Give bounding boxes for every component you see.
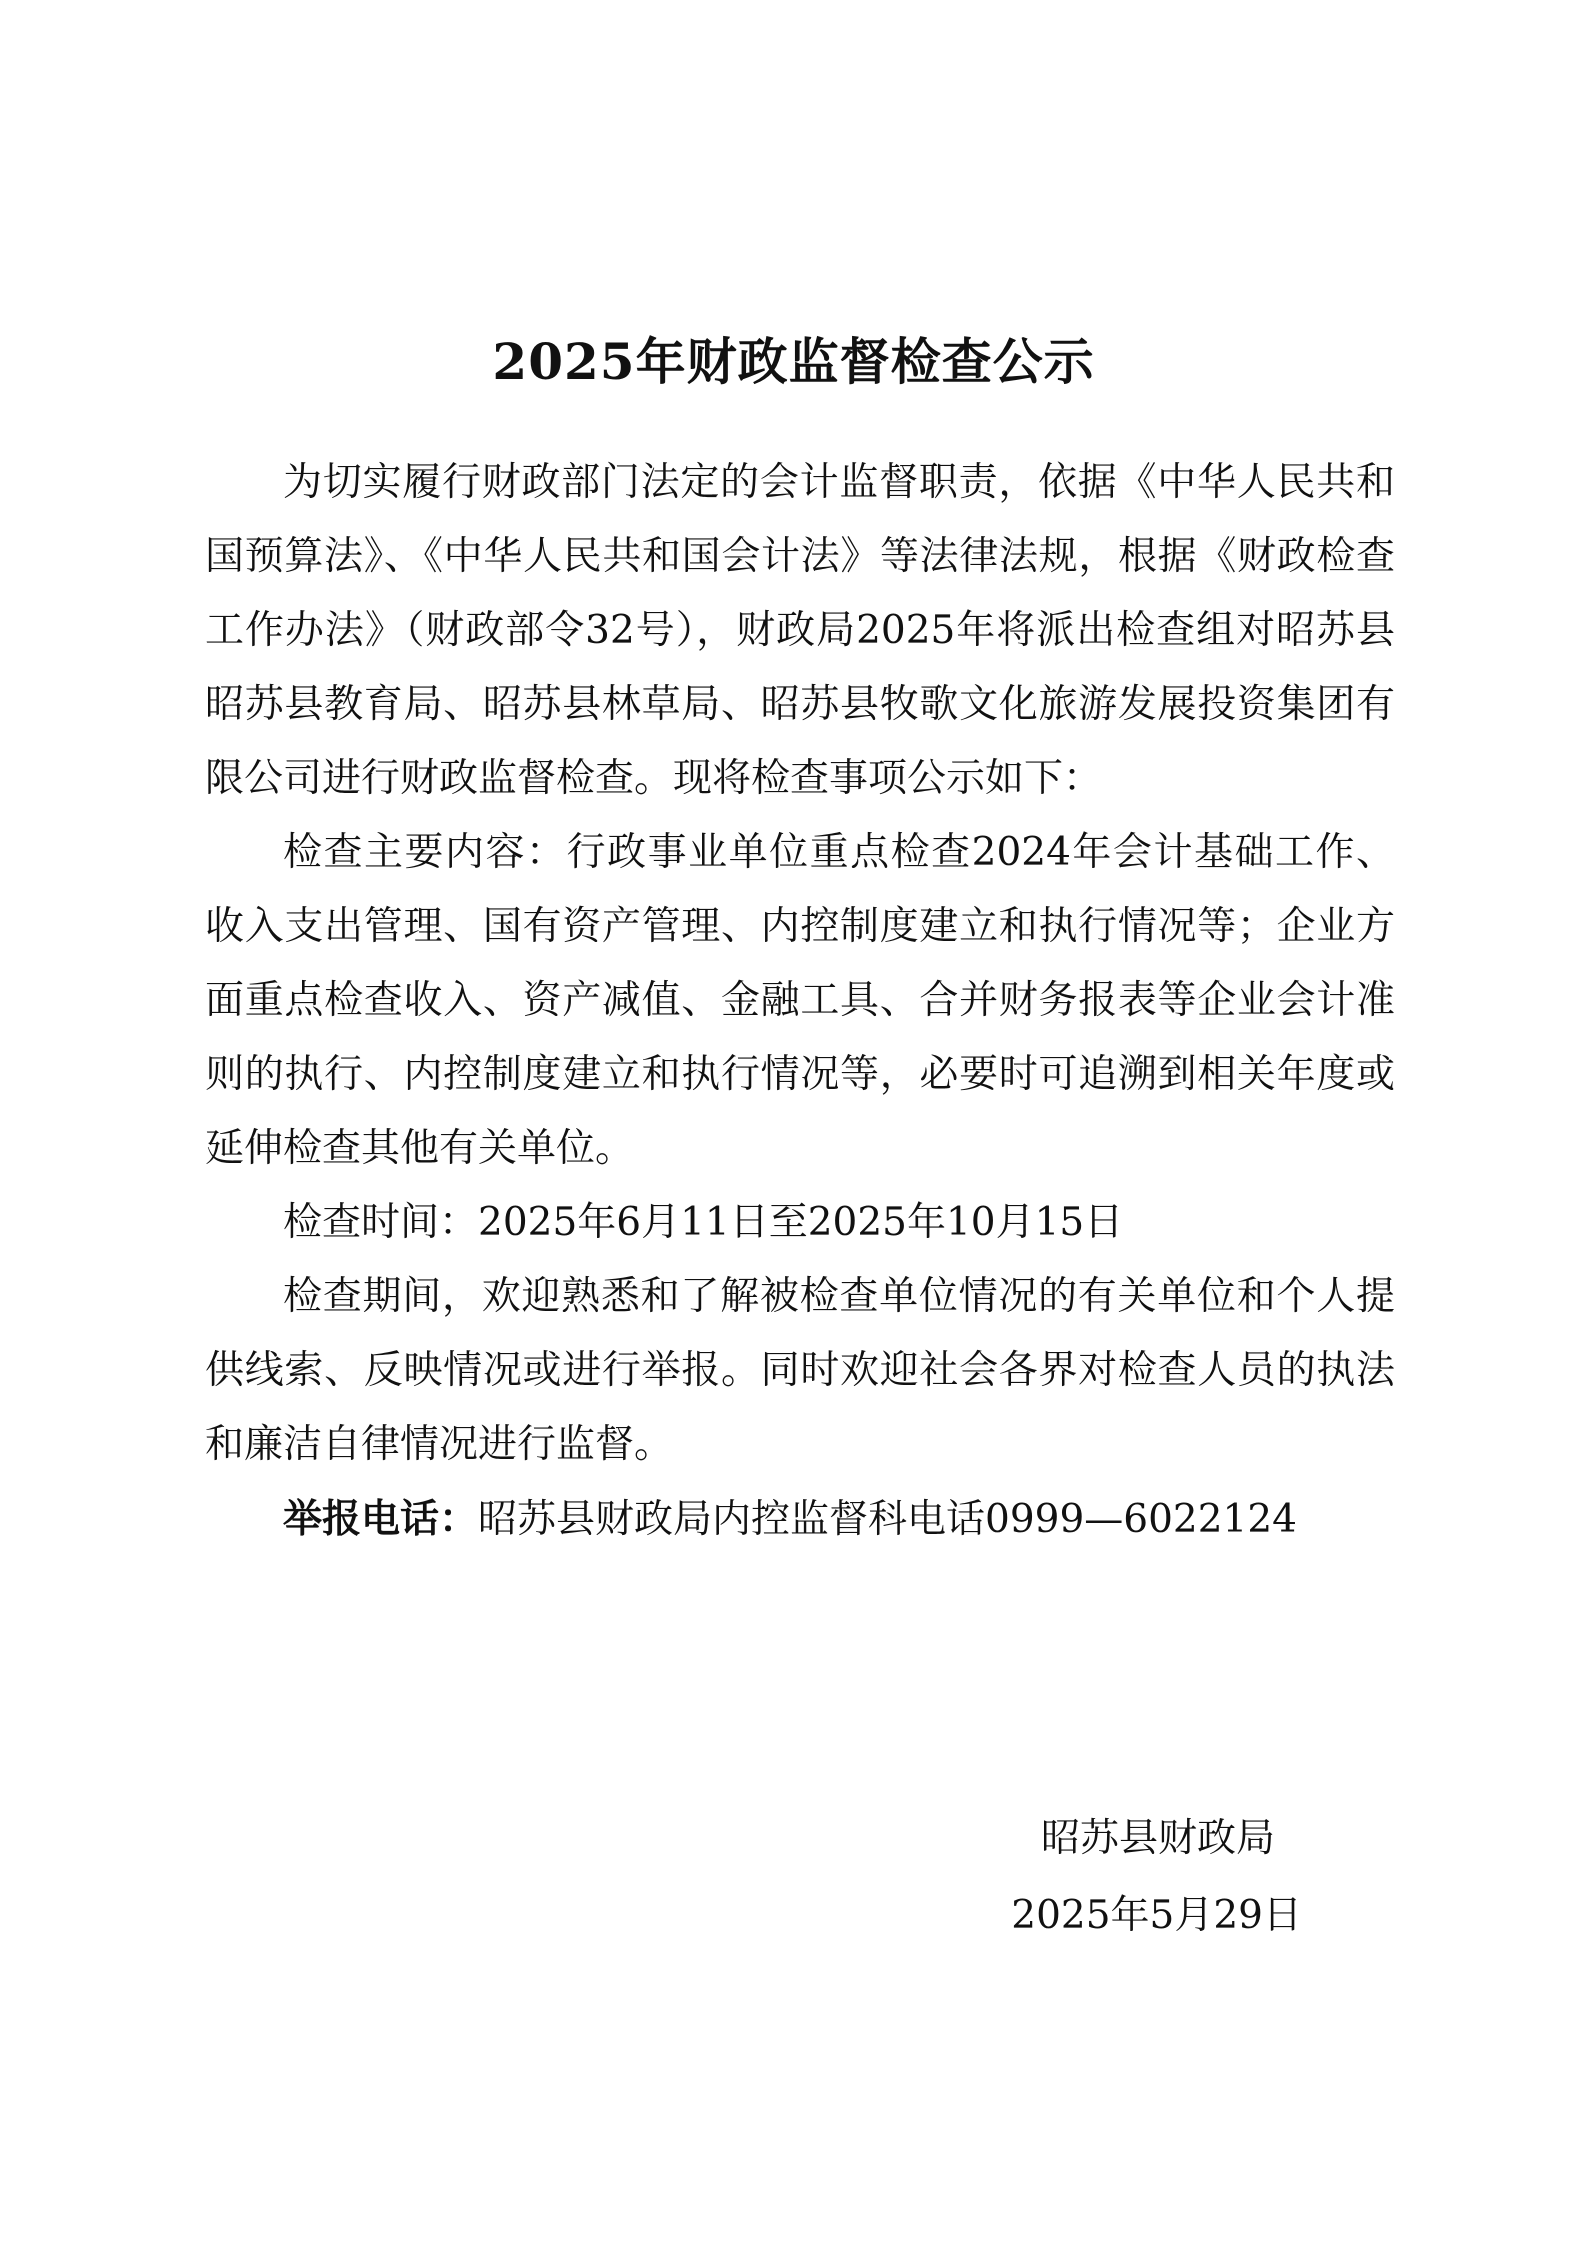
issue-date: 2025年5月29日 xyxy=(1011,1893,1302,1938)
report-phone-value: 昭苏县财政局内控监督科电话0999—6022124 xyxy=(478,1497,1297,1542)
report-phone-label: 举报电话： xyxy=(283,1496,479,1542)
paragraph-inspection-time: 检查时间：2025年6月11日至2025年10月15日 xyxy=(283,1200,1124,1245)
paragraph-intro: 为切实履行财政部门法定的会计监督职责，依据《中华人民共和国预算法》、《中华人民共和国会计法》等法律法规，根据《财政检查工作办法》（财政部令32号），财政局2025年将派出检查组对昭苏县昭苏县教育局、昭苏县林草局、昭苏县牧歌文化旅游发展投资集团有限公司进行财政监督检查。现将检查事项公示如下： xyxy=(205,460,1395,801)
issuing-organization: 昭苏县财政局 xyxy=(1040,1816,1275,1861)
report-phone-line xyxy=(205,1482,1395,1557)
paragraph-inspection-content: 检查主要内容：行政事业单位重点检查2024年会计基础工作、收入支出管理、国有资产管理、内控制度建立和执行情况等；企业方面重点检查收入、资产减值、金融工具、合并财务报表等企业会计准则的执行、内控制度建立和执行情况等，必要时可追溯到相关年度或延伸检查其他有关单位。 xyxy=(205,830,1395,1171)
document-title: 2025年财政监督检查公示 xyxy=(492,331,1095,391)
paragraph-public-supervision: 检查期间，欢迎熟悉和了解被检查单位情况的有关单位和个人提供线索、反映情况或进行举报。同时欢迎社会各界对检查人员的执法和廉洁自律情况进行监督。 xyxy=(205,1274,1395,1467)
document-body xyxy=(205,446,1395,1557)
signature-block xyxy=(1011,1800,1302,1954)
